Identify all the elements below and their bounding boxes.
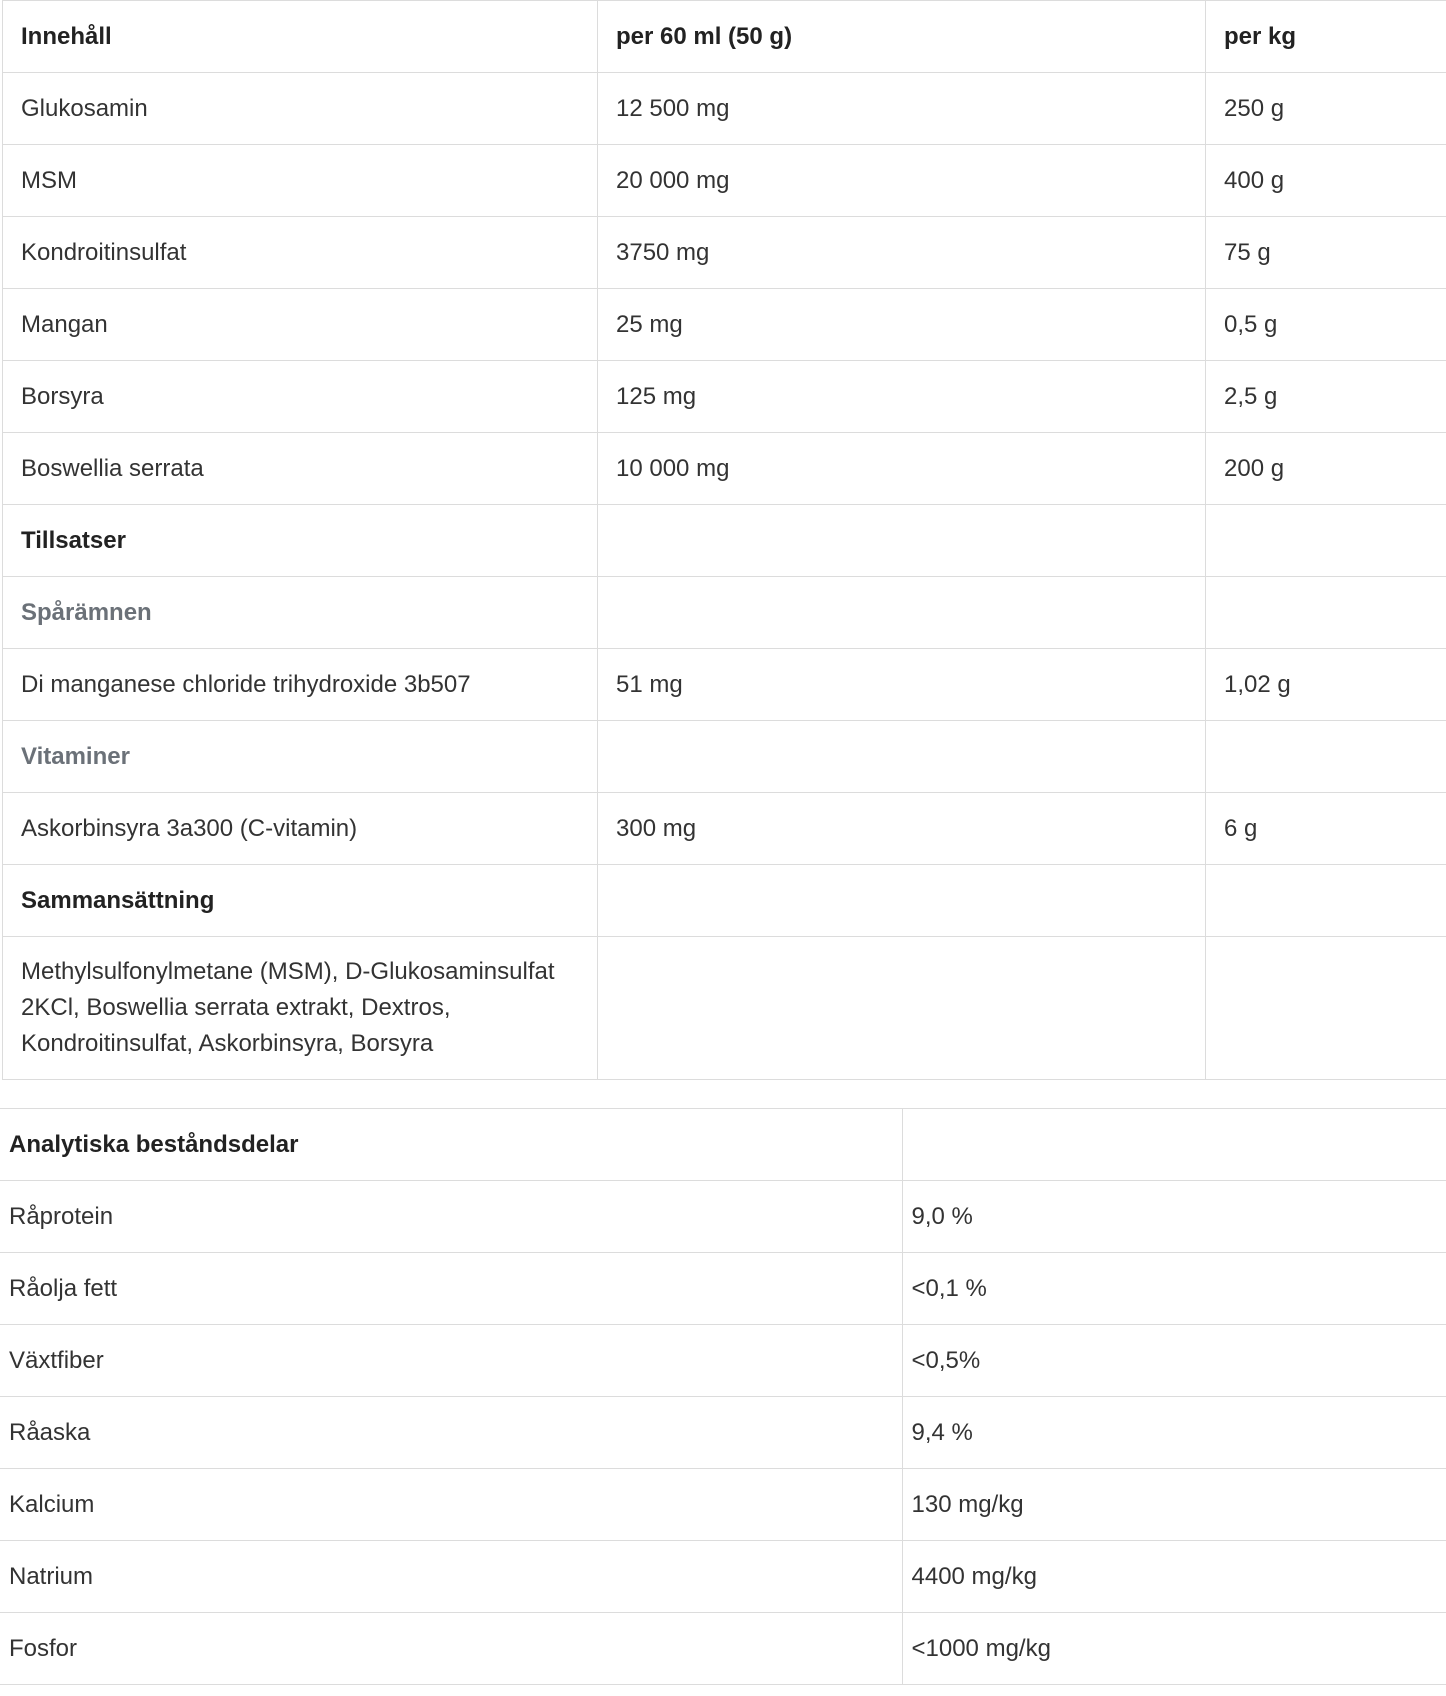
table-row [3,793,1446,865]
component-value: 130 mg/kg [902,1469,1446,1541]
empty-cell [1206,577,1446,649]
component-value: 9,0 % [902,1181,1446,1253]
analytical-header: Analytiska beståndsdelar [0,1109,902,1181]
table-row [0,1325,1446,1397]
ingredient-name: MSM [3,145,598,217]
subsection-row-vitamins [3,721,1446,793]
component-value: <1000 mg/kg [902,1613,1446,1685]
composition-heading: Sammansättning [3,865,598,937]
ingredient-per-kg: 0,5 g [1206,289,1446,361]
ingredient-per-kg: 2,5 g [1206,361,1446,433]
table-row [0,1253,1446,1325]
component-name: Råolja fett [0,1253,902,1325]
table-header-row [3,1,1446,73]
header-per-kg: per kg [1206,1,1446,73]
empty-cell [1206,505,1446,577]
ingredient-name: Askorbinsyra 3a300 (C-vitamin) [3,793,598,865]
ingredient-per-dose: 51 mg [598,649,1206,721]
empty-cell [1206,721,1446,793]
header-per-dose: per 60 ml (50 g) [598,1,1206,73]
ingredient-name: Glukosamin [3,73,598,145]
vitamins-heading: Vitaminer [3,721,598,793]
header-name: Innehåll [3,1,598,73]
table-row [0,1541,1446,1613]
table-header-row [0,1109,1446,1181]
component-value: <0,1 % [902,1253,1446,1325]
ingredient-name: Mangan [3,289,598,361]
table-row [3,361,1446,433]
table-row [3,433,1446,505]
empty-cell [598,505,1206,577]
table-row [3,73,1446,145]
table-row [3,145,1446,217]
ingredient-per-kg: 75 g [1206,217,1446,289]
ingredient-per-dose: 3750 mg [598,217,1206,289]
ingredient-per-dose: 300 mg [598,793,1206,865]
table-row [0,1397,1446,1469]
ingredient-name: Borsyra [3,361,598,433]
composition-text: Methylsulfonylmetane (MSM), D-Glukosaminsulfat 2KCl, Boswellia serrata extrakt, Dextros, Kondroitinsulfat, Askorbinsyra, Borsyra [3,937,598,1080]
ingredient-name: Kondroitinsulfat [3,217,598,289]
component-name: Råprotein [0,1181,902,1253]
component-value: 9,4 % [902,1397,1446,1469]
ingredient-per-kg: 1,02 g [1206,649,1446,721]
ingredient-per-dose: 125 mg [598,361,1206,433]
ingredient-per-kg: 6 g [1206,793,1446,865]
ingredient-per-kg: 250 g [1206,73,1446,145]
section-row-composition [3,865,1446,937]
ingredient-per-dose: 12 500 mg [598,73,1206,145]
trace-elements-heading: Spårämnen [3,577,598,649]
component-value: <0,5% [902,1325,1446,1397]
table-row [0,1469,1446,1541]
component-name: Kalcium [0,1469,902,1541]
ingredient-name: Di manganese chloride trihydroxide 3b507 [3,649,598,721]
ingredient-per-dose: 20 000 mg [598,145,1206,217]
empty-cell [1206,937,1446,1080]
table-row [0,1613,1446,1685]
subsection-row-trace-elements [3,577,1446,649]
empty-cell [598,721,1206,793]
analytical-table [0,1108,1446,1685]
ingredient-per-dose: 25 mg [598,289,1206,361]
component-name: Växtfiber [0,1325,902,1397]
empty-cell [598,865,1206,937]
ingredient-per-kg: 200 g [1206,433,1446,505]
ingredient-per-dose: 10 000 mg [598,433,1206,505]
empty-cell [598,577,1206,649]
empty-cell [598,937,1206,1080]
ingredient-per-kg: 400 g [1206,145,1446,217]
section-row-additives [3,505,1446,577]
table-row [3,289,1446,361]
table-row [0,1181,1446,1253]
table-row [3,217,1446,289]
ingredients-table [2,0,1446,1080]
component-name: Fosfor [0,1613,902,1685]
ingredient-name: Boswellia serrata [3,433,598,505]
component-name: Natrium [0,1541,902,1613]
component-name: Råaska [0,1397,902,1469]
empty-cell [902,1109,1446,1181]
additives-heading: Tillsatser [3,505,598,577]
empty-cell [1206,865,1446,937]
composition-row [3,937,1446,1080]
table-row [3,649,1446,721]
component-value: 4400 mg/kg [902,1541,1446,1613]
